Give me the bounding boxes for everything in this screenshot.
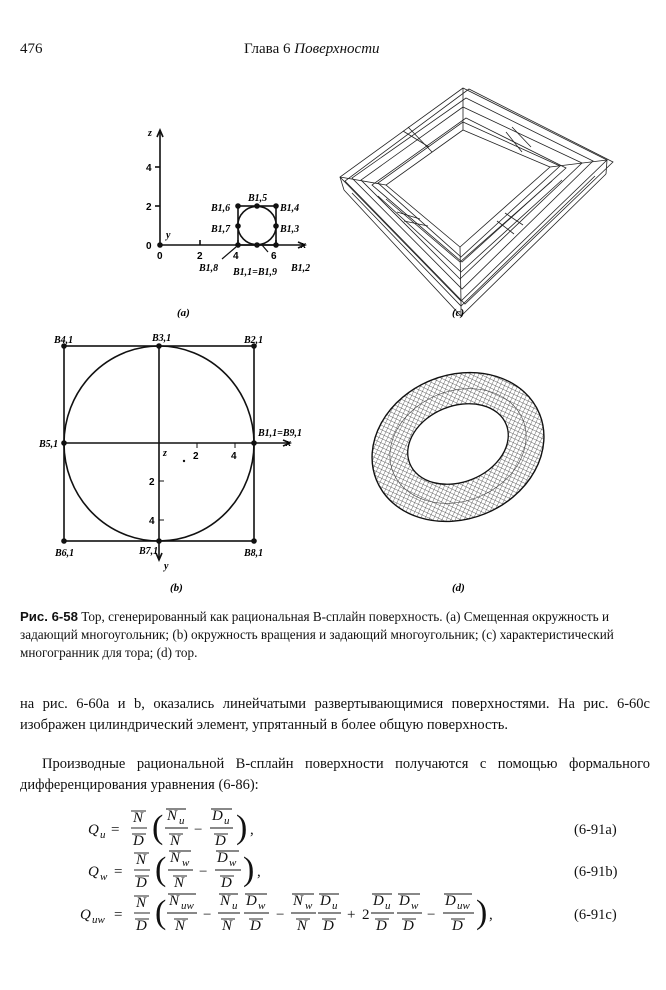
svg-text:D: D [376, 918, 387, 934]
svg-text:,: , [250, 822, 254, 838]
figure-a-point-b16: B1,6 [211, 203, 231, 214]
figure-b-point-b11-b91: B1,1=B9,1 [258, 428, 303, 439]
svg-text:u: u [385, 900, 391, 912]
svg-text:uw: uw [181, 900, 194, 912]
svg-text:(: ( [155, 851, 167, 888]
page-number: 476 [20, 41, 43, 57]
svg-text:+: + [347, 907, 356, 923]
figure-b-point-b41: B4,1 [54, 335, 74, 346]
caption-text: Тор, сгенерированный как рациональная B-сплайн поверхность. (a) Смещенная окружность и задающий многоугольник; (b) окружность вращения и задающий многоугольник; (c) характеристический многогранник для тора; (d) тор. [20, 609, 614, 660]
figure-a-point-b18: B1,8 [199, 263, 219, 274]
caption-lead: Рис. 6-58 [20, 609, 78, 624]
svg-text:D: D [136, 918, 147, 934]
figure-a-point-b13: B1,3 [280, 224, 300, 235]
figure-a-tick-z4: 4 [146, 163, 152, 174]
svg-text:w: w [258, 900, 266, 912]
svg-text:D: D [136, 875, 147, 891]
svg-text:N: N [136, 852, 147, 868]
svg-text:): ) [476, 894, 488, 931]
svg-text:u: u [232, 900, 238, 912]
svg-text:N: N [174, 875, 185, 891]
equation-6-91c [80, 893, 617, 934]
svg-text:D: D [133, 833, 144, 849]
figure-a-x-label: x [301, 240, 306, 251]
svg-text:−: − [199, 864, 208, 880]
figure-a-tick-x6: 6 [271, 251, 277, 262]
eq-b-lhs: Q [88, 864, 99, 880]
body-paragraph-2: Производные рациональной B-сплайн поверхности получаются с помощью формального дифференцирования уравнения (6-86): [20, 756, 650, 793]
svg-text:w: w [411, 900, 419, 912]
svg-text:N: N [169, 893, 180, 909]
chapter-label: Глава 6 [244, 41, 291, 57]
figure-a-tick-x2: 2 [197, 251, 203, 262]
figure-a-y-label: y [166, 230, 171, 241]
svg-text:u: u [332, 900, 338, 912]
figure-b-tick-x4: 4 [231, 451, 237, 462]
figure-d-label: (d) [452, 582, 465, 594]
svg-text:D: D [320, 893, 331, 909]
svg-text:=: = [111, 822, 120, 838]
svg-text:D: D [399, 893, 410, 909]
eq-c-sub: uw [92, 914, 105, 926]
svg-text:N: N [293, 893, 304, 909]
eq-a-sub: u [100, 829, 106, 841]
svg-text:N: N [170, 850, 181, 866]
svg-text:u: u [224, 815, 230, 827]
svg-text:D: D [217, 850, 228, 866]
figure-b-z-label: z [163, 448, 167, 459]
eq-c-lhs: Q [80, 907, 91, 923]
svg-text:D: D [250, 918, 261, 934]
svg-text:w: w [182, 857, 190, 869]
figure-b-tick-y2: 2 [149, 477, 155, 488]
svg-text:): ) [236, 809, 248, 846]
svg-text:): ) [243, 851, 255, 888]
figure-b-label: (b) [170, 582, 183, 594]
svg-text:D: D [323, 918, 334, 934]
svg-text:−: − [203, 907, 212, 923]
svg-text:N: N [133, 810, 144, 826]
svg-text:D: D [221, 875, 232, 891]
eq-b-number: (6-91b) [574, 864, 618, 880]
figure-a-point-b12: B1,2 [291, 263, 311, 274]
figure-a-point-b15: B1,5 [248, 193, 268, 204]
svg-text:D: D [212, 808, 223, 824]
eq-b-sub: w [100, 871, 108, 883]
svg-text:N: N [167, 808, 178, 824]
chapter-title: Поверхности [294, 41, 380, 57]
svg-text:uw: uw [457, 900, 470, 912]
figure-b-point-b61: B6,1 [55, 548, 75, 559]
figure-b-tick-x2: 2 [193, 451, 199, 462]
svg-text:2: 2 [362, 907, 370, 923]
figure-a-point-b14: B1,4 [280, 203, 300, 214]
eq-c-number: (6-91c) [574, 907, 617, 923]
figure-a-tick-x4: 4 [233, 251, 239, 262]
svg-text:D: D [445, 893, 456, 909]
figure-b-point-b71: B7,1 [139, 546, 159, 557]
figure-c-label: (c) [452, 307, 465, 319]
svg-text:(: ( [152, 809, 164, 846]
svg-text:N: N [170, 833, 181, 849]
svg-text:,: , [257, 864, 261, 880]
figure-b-point-b21: B2,1 [244, 335, 264, 346]
figure-b-tick-y4: 4 [149, 516, 155, 527]
figure-b-point-b51: B5,1 [39, 439, 59, 450]
svg-text:,: , [489, 907, 493, 923]
svg-text:−: − [276, 907, 285, 923]
svg-text:N: N [220, 893, 231, 909]
eq-a-lhs: Q [88, 822, 99, 838]
svg-text:=: = [114, 864, 123, 880]
svg-text:N: N [175, 918, 186, 934]
svg-text:D: D [215, 833, 226, 849]
svg-text:N: N [222, 918, 233, 934]
svg-text:−: − [194, 822, 203, 838]
svg-text:=: = [114, 907, 123, 923]
svg-text:−: − [427, 907, 436, 923]
figure-b-x-label: x [286, 438, 291, 449]
figure-a-z-label: z [148, 128, 152, 139]
body-paragraph-1: на рис. 6-60a и b, оказались линейчатыми развертывающимися поверхностями. На рис. 6-60c изображен цилиндрический элемент, упрятанный в более общую поверхность. [20, 696, 650, 733]
equation-6-91b [88, 850, 618, 891]
svg-text:w: w [305, 900, 313, 912]
figure-a-tick-z0: 0 [146, 241, 152, 252]
svg-text:w: w [229, 857, 237, 869]
figure-b-y-label: y [164, 561, 169, 572]
svg-text:D: D [452, 918, 463, 934]
svg-text:N: N [136, 895, 147, 911]
equation-6-91a [88, 808, 617, 849]
eq-a-number: (6-91a) [574, 822, 617, 838]
figure-b-point-b31: B3,1 [152, 333, 172, 344]
figure-a-point-b11-b19: B1,1=B1,9 [233, 267, 278, 278]
figure-a-tick-x0: 0 [157, 251, 163, 262]
svg-text:u: u [179, 815, 185, 827]
svg-text:(: ( [155, 894, 167, 931]
figure-a-tick-z2: 2 [146, 202, 152, 213]
svg-text:D: D [246, 893, 257, 909]
figure-a-point-b17: B1,7 [211, 224, 231, 235]
svg-text:D: D [403, 918, 414, 934]
figure-b-point-b81: B8,1 [244, 548, 264, 559]
svg-text:D: D [373, 893, 384, 909]
svg-text:N: N [297, 918, 308, 934]
figure-a-label: (a) [177, 307, 190, 319]
